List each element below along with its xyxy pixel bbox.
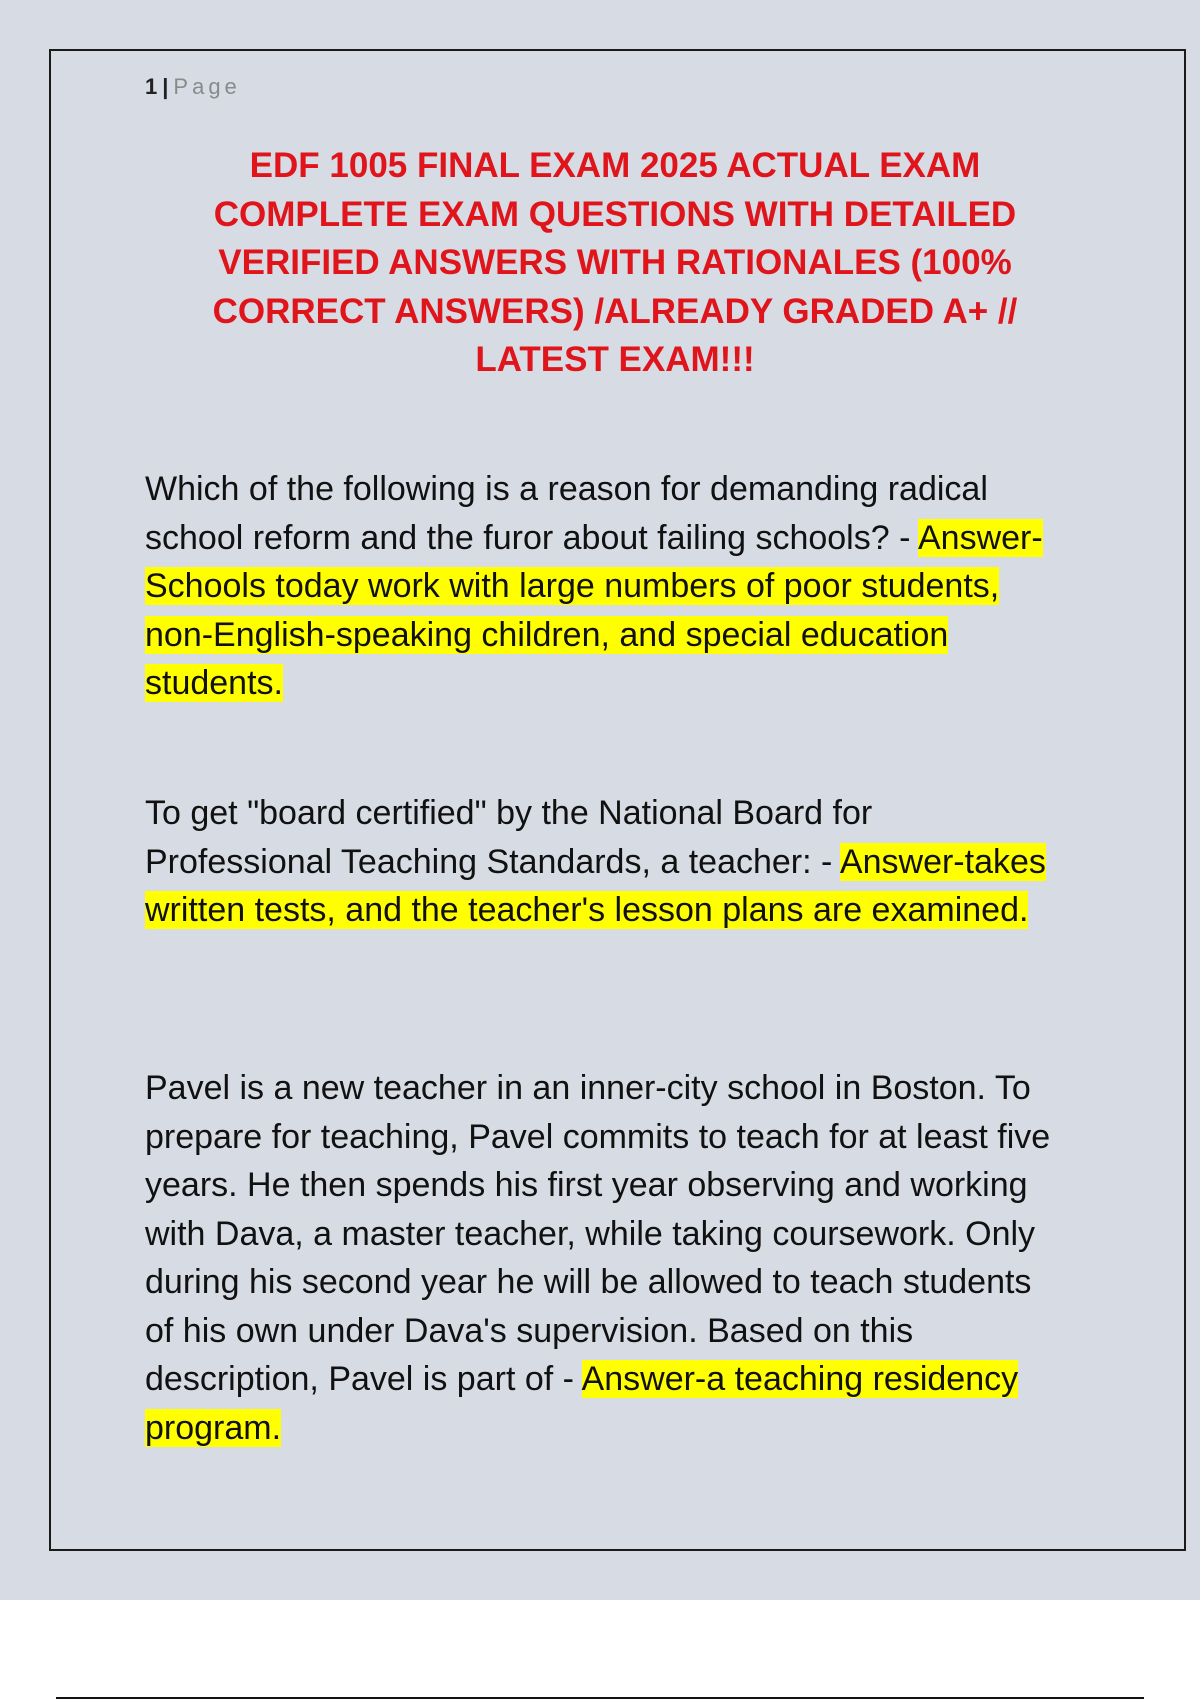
page-separator: |	[162, 74, 170, 99]
document-title: EDF 1005 FINAL EXAM 2025 ACTUAL EXAM COMPLETE EXAM QUESTIONS WITH DETAILED VERIFIED ANSWERS WITH RATIONALES (100% CORRECT ANSWERS) /ALREADY GRADED A+ // LATEST EXAM!!!	[212, 146, 1018, 379]
question-block	[145, 789, 1065, 935]
question-block	[145, 465, 1065, 708]
question-text: To get "board certified" by the National Board for Professional Teaching Standards, a teacher: -	[145, 794, 873, 881]
answer-text: Answer-Schools today work with large numbers of poor students, non-English-speaking children, and special education students.	[145, 518, 1043, 702]
page-label: Page	[173, 74, 241, 99]
answer-text: Answer-a teaching residency program.	[145, 1360, 1019, 1447]
page-number: 1	[145, 74, 159, 99]
question-text: Pavel is a new teacher in an inner-city school in Boston. To prepare for teaching, Pavel commits to teach for at least five years. He then spends his first year observing and working with Dava, a master teacher, while taking coursework. Only during his second year he will be allowed to teach students of his own under Dava's supervision. Based on this description, Pavel is part of -	[145, 1069, 1051, 1398]
question-block	[145, 1064, 1065, 1452]
question-text: Which of the following is a reason for demanding radical school reform and the furor about failing schools? -	[145, 470, 988, 557]
page-number-header	[145, 74, 241, 100]
answer-text: Answer-takes written tests, and the teacher's lesson plans are examined.	[145, 842, 1046, 929]
next-page-top-rule	[56, 1697, 1144, 1699]
